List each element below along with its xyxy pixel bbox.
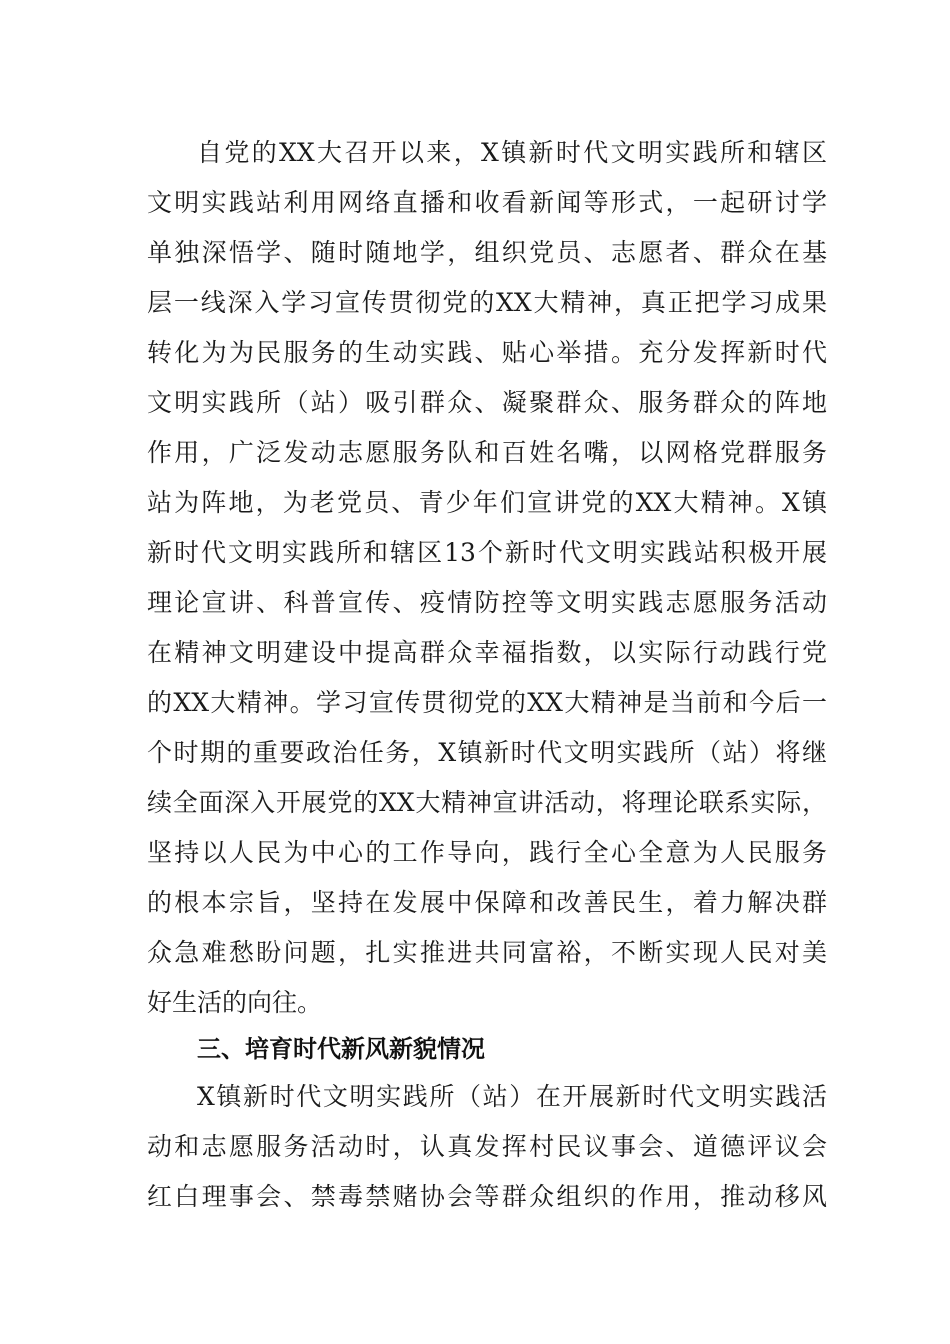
paragraph-line: 个时期的重要政治任务，X镇新时代文明实践所（站）将继 [147, 738, 827, 767]
paragraph-line: 站为阵地，为老党员、青少年们宣讲党的XX大精神。X镇 [147, 488, 827, 517]
paragraph-line: X镇新时代文明实践所（站）在开展新时代文明实践活 [197, 1082, 827, 1111]
paragraph-line: 的XX大精神。学习宣传贯彻党的XX大精神是当前和今后一 [147, 688, 827, 717]
paragraph-line: 众急难愁盼问题，扎实推进共同富裕，不断实现人民对美 [147, 938, 827, 967]
paragraph-line: 作用，广泛发动志愿服务队和百姓名嘴，以网格党群服务 [147, 438, 827, 467]
paragraph-line: 文明实践站利用网络直播和收看新闻等形式，一起研讨学 [147, 188, 827, 217]
paragraph-line: 理论宣讲、科普宣传、疫情防控等文明实践志愿服务活动 [147, 588, 827, 617]
paragraph-line: 坚持以人民为中心的工作导向，践行全心全意为人民服务 [147, 838, 827, 867]
paragraph-line: 在精神文明建设中提高群众幸福指数，以实际行动践行党 [147, 638, 827, 667]
paragraph-line: 自党的XX大召开以来，X镇新时代文明实践所和辖区 [197, 138, 827, 167]
paragraph-line: 单独深悟学、随时随地学，组织党员、志愿者、群众在基 [147, 238, 827, 267]
paragraph-line: 红白理事会、禁毒禁赌协会等群众组织的作用，推动移风 [147, 1182, 827, 1211]
paragraph-line: 层一线深入学习宣传贯彻党的XX大精神，真正把学习成果 [147, 288, 827, 317]
paragraph-line: 转化为为民服务的生动实践、贴心举措。充分发挥新时代 [147, 338, 827, 367]
paragraph-line: 新时代文明实践所和辖区13个新时代文明实践站积极开展 [147, 538, 827, 567]
paragraph-line: 的根本宗旨，坚持在发展中保障和改善民生，着力解决群 [147, 888, 827, 917]
paragraph-line: 动和志愿服务活动时，认真发挥村民议事会、道德评议会 [147, 1132, 827, 1161]
paragraph-line: 续全面深入开展党的XX大精神宣讲活动，将理论联系实际， [147, 788, 827, 817]
section-heading: 三、培育时代新风新貌情况 [197, 1035, 485, 1063]
paragraph-line: 好生活的向往。 [147, 988, 323, 1017]
paragraph-line: 文明实践所（站）吸引群众、凝聚群众、服务群众的阵地 [147, 388, 827, 417]
